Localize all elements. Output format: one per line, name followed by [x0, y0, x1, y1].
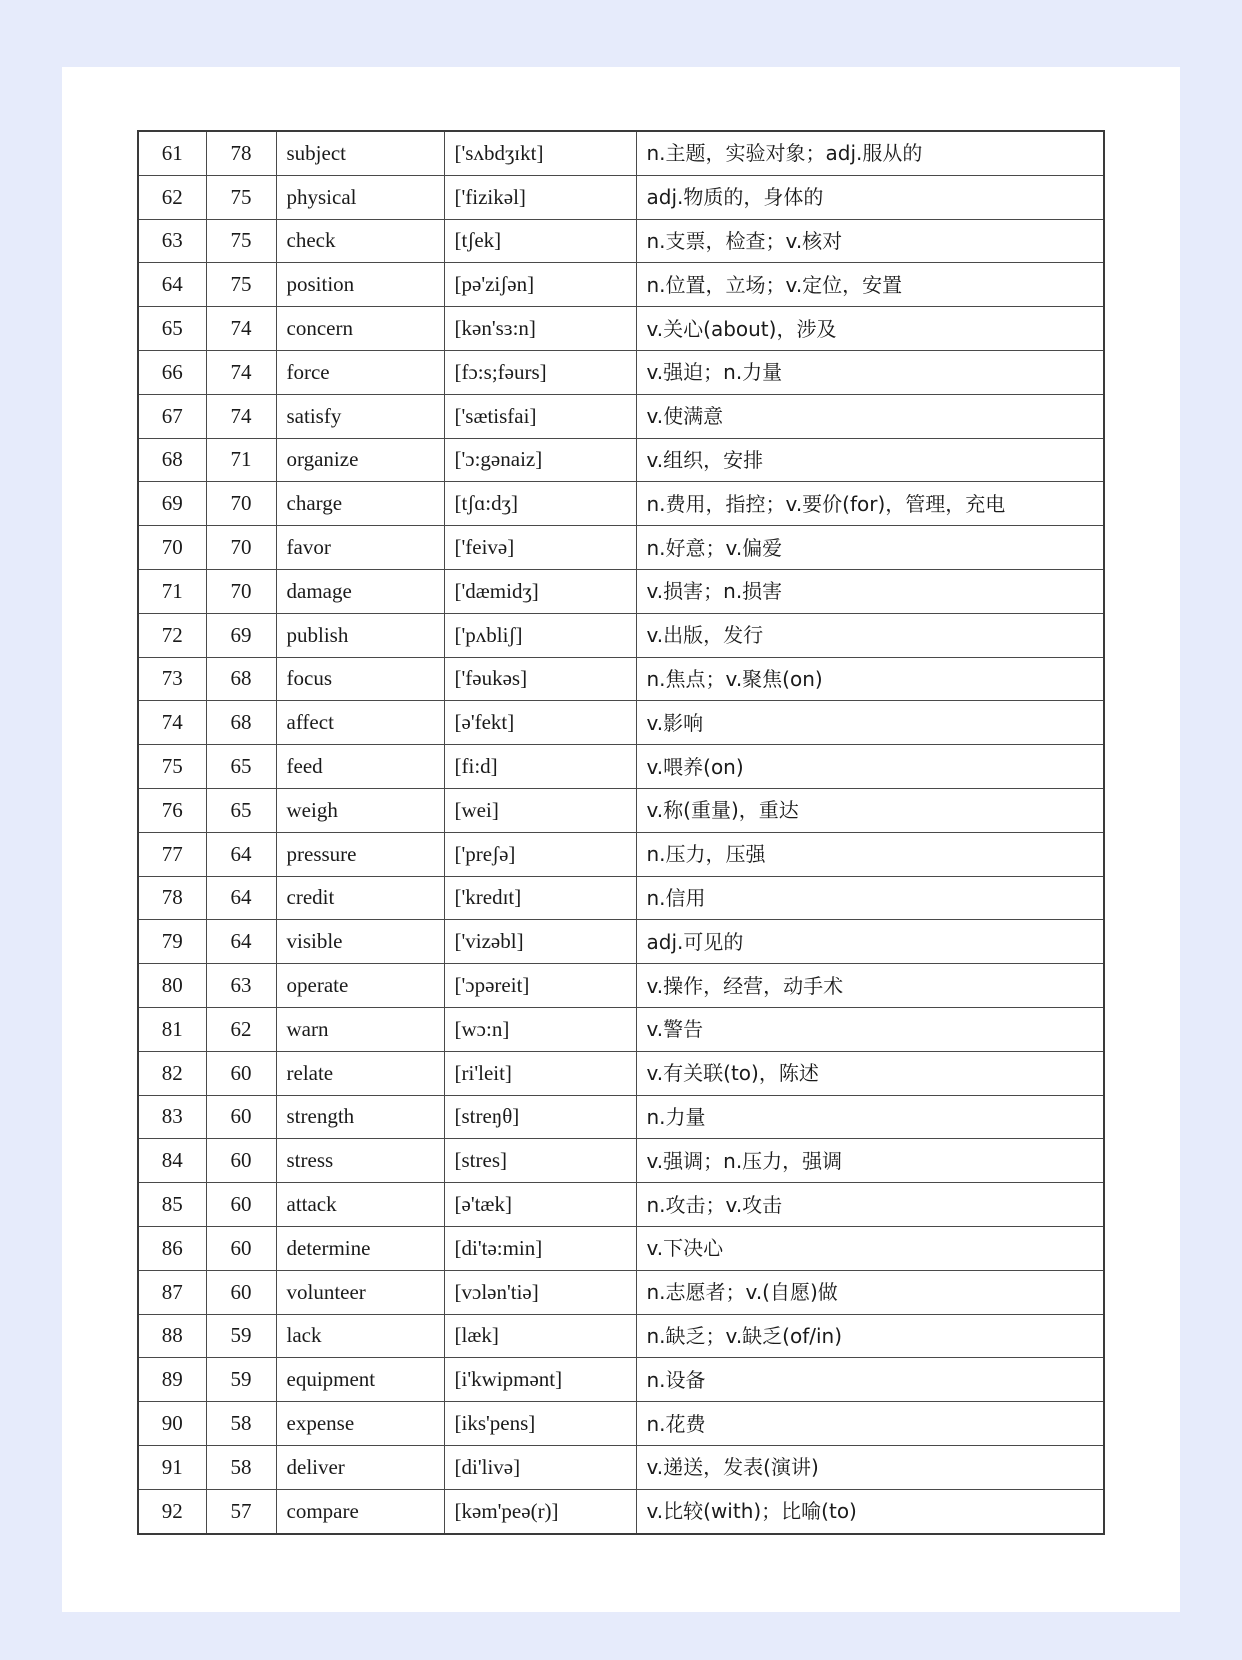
table-row [138, 1445, 1104, 1489]
phonetic-transcription: ['feivə] [444, 526, 636, 570]
phonetic-transcription: [vɔlən'tiə] [444, 1270, 636, 1314]
phonetic-transcription: [pə'ziʃən] [444, 263, 636, 307]
table-row [138, 1139, 1104, 1183]
frequency-count: 59 [206, 1314, 276, 1358]
row-number: 77 [138, 832, 206, 876]
english-word: determine [276, 1226, 444, 1270]
chinese-meaning: v.影响 [636, 701, 1104, 745]
row-number: 69 [138, 482, 206, 526]
row-number: 76 [138, 788, 206, 832]
phonetic-transcription: [læk] [444, 1314, 636, 1358]
frequency-count: 70 [206, 569, 276, 613]
phonetic-transcription: ['sʌbdʒɪkt] [444, 131, 636, 175]
phonetic-transcription: [i'kwipmənt] [444, 1358, 636, 1402]
english-word: concern [276, 307, 444, 351]
frequency-count: 60 [206, 1183, 276, 1227]
frequency-count: 64 [206, 920, 276, 964]
chinese-meaning: n.信用 [636, 876, 1104, 920]
chinese-meaning: v.关心(about)，涉及 [636, 307, 1104, 351]
row-number: 91 [138, 1445, 206, 1489]
phonetic-transcription: [wei] [444, 788, 636, 832]
frequency-count: 70 [206, 526, 276, 570]
row-number: 67 [138, 394, 206, 438]
row-number: 65 [138, 307, 206, 351]
table-row [138, 569, 1104, 613]
phonetic-transcription: [iks'pens] [444, 1402, 636, 1446]
phonetic-transcription: ['sætisfai] [444, 394, 636, 438]
chinese-meaning: n.位置，立场；v.定位，安置 [636, 263, 1104, 307]
frequency-count: 75 [206, 219, 276, 263]
phonetic-transcription: ['ɔpəreit] [444, 964, 636, 1008]
frequency-count: 75 [206, 263, 276, 307]
frequency-count: 75 [206, 175, 276, 219]
chinese-meaning: v.称(重量)，重达 [636, 788, 1104, 832]
row-number: 83 [138, 1095, 206, 1139]
table-row [138, 745, 1104, 789]
frequency-count: 71 [206, 438, 276, 482]
table-row [138, 131, 1104, 175]
row-number: 87 [138, 1270, 206, 1314]
chinese-meaning: v.使满意 [636, 394, 1104, 438]
english-word: publish [276, 613, 444, 657]
phonetic-transcription: ['fəukəs] [444, 657, 636, 701]
frequency-count: 59 [206, 1358, 276, 1402]
english-word: compare [276, 1489, 444, 1533]
table-row [138, 1183, 1104, 1227]
chinese-meaning: n.力量 [636, 1095, 1104, 1139]
chinese-meaning: adj.可见的 [636, 920, 1104, 964]
english-word: charge [276, 482, 444, 526]
phonetic-transcription: [kən'sɜ:n] [444, 307, 636, 351]
english-word: lack [276, 1314, 444, 1358]
row-number: 86 [138, 1226, 206, 1270]
table-row [138, 1270, 1104, 1314]
frequency-count: 57 [206, 1489, 276, 1533]
english-word: operate [276, 964, 444, 1008]
frequency-count: 74 [206, 394, 276, 438]
table-row [138, 788, 1104, 832]
row-number: 89 [138, 1358, 206, 1402]
chinese-meaning: n.主题，实验对象；adj.服从的 [636, 131, 1104, 175]
english-word: damage [276, 569, 444, 613]
chinese-meaning: v.强迫；n.力量 [636, 350, 1104, 394]
english-word: strength [276, 1095, 444, 1139]
english-word: favor [276, 526, 444, 570]
row-number: 81 [138, 1007, 206, 1051]
chinese-meaning: v.喂养(on) [636, 745, 1104, 789]
vocabulary-table [137, 130, 1105, 1535]
frequency-count: 60 [206, 1051, 276, 1095]
frequency-count: 69 [206, 613, 276, 657]
frequency-count: 60 [206, 1270, 276, 1314]
table-row [138, 438, 1104, 482]
table-row [138, 394, 1104, 438]
phonetic-transcription: [ə'fekt] [444, 701, 636, 745]
phonetic-transcription: ['fizikəl] [444, 175, 636, 219]
row-number: 66 [138, 350, 206, 394]
phonetic-transcription: [tʃek] [444, 219, 636, 263]
table-row [138, 832, 1104, 876]
chinese-meaning: v.组织，安排 [636, 438, 1104, 482]
english-word: feed [276, 745, 444, 789]
phonetic-transcription: [di'tə:min] [444, 1226, 636, 1270]
table-row [138, 263, 1104, 307]
row-number: 75 [138, 745, 206, 789]
frequency-count: 60 [206, 1095, 276, 1139]
english-word: attack [276, 1183, 444, 1227]
chinese-meaning: n.好意；v.偏爱 [636, 526, 1104, 570]
chinese-meaning: n.攻击；v.攻击 [636, 1183, 1104, 1227]
row-number: 61 [138, 131, 206, 175]
table-row [138, 876, 1104, 920]
english-word: volunteer [276, 1270, 444, 1314]
row-number: 85 [138, 1183, 206, 1227]
row-number: 71 [138, 569, 206, 613]
phonetic-transcription: [fɔ:s;fəurs] [444, 350, 636, 394]
english-word: satisfy [276, 394, 444, 438]
frequency-count: 78 [206, 131, 276, 175]
chinese-meaning: n.花费 [636, 1402, 1104, 1446]
row-number: 84 [138, 1139, 206, 1183]
row-number: 90 [138, 1402, 206, 1446]
phonetic-transcription: [ri'leit] [444, 1051, 636, 1095]
english-word: stress [276, 1139, 444, 1183]
english-word: focus [276, 657, 444, 701]
vocabulary-table-body [138, 131, 1104, 1534]
table-row [138, 1358, 1104, 1402]
frequency-count: 68 [206, 657, 276, 701]
table-row [138, 701, 1104, 745]
chinese-meaning: v.比较(with)；比喻(to) [636, 1489, 1104, 1533]
chinese-meaning: v.操作，经营，动手术 [636, 964, 1104, 1008]
row-number: 80 [138, 964, 206, 1008]
table-row [138, 613, 1104, 657]
row-number: 72 [138, 613, 206, 657]
english-word: pressure [276, 832, 444, 876]
phonetic-transcription: ['vizəbl] [444, 920, 636, 964]
english-word: check [276, 219, 444, 263]
row-number: 73 [138, 657, 206, 701]
frequency-count: 63 [206, 964, 276, 1008]
table-row [138, 307, 1104, 351]
english-word: expense [276, 1402, 444, 1446]
chinese-meaning: v.警告 [636, 1007, 1104, 1051]
table-row [138, 350, 1104, 394]
english-word: warn [276, 1007, 444, 1051]
phonetic-transcription: ['preʃə] [444, 832, 636, 876]
table-row [138, 964, 1104, 1008]
row-number: 88 [138, 1314, 206, 1358]
phonetic-transcription: [fi:d] [444, 745, 636, 789]
row-number: 79 [138, 920, 206, 964]
table-row [138, 1007, 1104, 1051]
english-word: position [276, 263, 444, 307]
phonetic-transcription: [kəm'peə(r)] [444, 1489, 636, 1533]
english-word: weigh [276, 788, 444, 832]
chinese-meaning: n.设备 [636, 1358, 1104, 1402]
row-number: 82 [138, 1051, 206, 1095]
phonetic-transcription: [ə'tæk] [444, 1183, 636, 1227]
frequency-count: 58 [206, 1445, 276, 1489]
phonetic-transcription: ['ɔ:gənaiz] [444, 438, 636, 482]
frequency-count: 58 [206, 1402, 276, 1446]
chinese-meaning: n.志愿者；v.(自愿)做 [636, 1270, 1104, 1314]
phonetic-transcription: ['pʌbliʃ] [444, 613, 636, 657]
frequency-count: 60 [206, 1226, 276, 1270]
english-word: subject [276, 131, 444, 175]
row-number: 64 [138, 263, 206, 307]
frequency-count: 70 [206, 482, 276, 526]
chinese-meaning: v.强调；n.压力，强调 [636, 1139, 1104, 1183]
table-row [138, 1489, 1104, 1533]
frequency-count: 60 [206, 1139, 276, 1183]
table-row [138, 1095, 1104, 1139]
chinese-meaning: n.缺乏；v.缺乏(of/in) [636, 1314, 1104, 1358]
table-row [138, 657, 1104, 701]
chinese-meaning: n.焦点；v.聚焦(on) [636, 657, 1104, 701]
phonetic-transcription: [di'livə] [444, 1445, 636, 1489]
phonetic-transcription: [wɔ:n] [444, 1007, 636, 1051]
row-number: 92 [138, 1489, 206, 1533]
english-word: visible [276, 920, 444, 964]
table-row [138, 1051, 1104, 1095]
row-number: 63 [138, 219, 206, 263]
table-row [138, 526, 1104, 570]
phonetic-transcription: [tʃɑ:dʒ] [444, 482, 636, 526]
row-number: 74 [138, 701, 206, 745]
english-word: organize [276, 438, 444, 482]
phonetic-transcription: [stres] [444, 1139, 636, 1183]
chinese-meaning: v.有关联(to)，陈述 [636, 1051, 1104, 1095]
english-word: relate [276, 1051, 444, 1095]
english-word: physical [276, 175, 444, 219]
frequency-count: 65 [206, 745, 276, 789]
frequency-count: 64 [206, 832, 276, 876]
phonetic-transcription: [streŋθ] [444, 1095, 636, 1139]
english-word: affect [276, 701, 444, 745]
frequency-count: 65 [206, 788, 276, 832]
english-word: force [276, 350, 444, 394]
row-number: 70 [138, 526, 206, 570]
chinese-meaning: v.出版，发行 [636, 613, 1104, 657]
table-row [138, 1402, 1104, 1446]
phonetic-transcription: ['dæmidʒ] [444, 569, 636, 613]
english-word: deliver [276, 1445, 444, 1489]
table-row [138, 1314, 1104, 1358]
chinese-meaning: v.下决心 [636, 1226, 1104, 1270]
table-row [138, 1226, 1104, 1270]
chinese-meaning: v.损害；n.损害 [636, 569, 1104, 613]
frequency-count: 64 [206, 876, 276, 920]
english-word: equipment [276, 1358, 444, 1402]
chinese-meaning: n.压力，压强 [636, 832, 1104, 876]
table-row [138, 482, 1104, 526]
row-number: 62 [138, 175, 206, 219]
document-page [62, 67, 1180, 1612]
table-row [138, 175, 1104, 219]
chinese-meaning: n.支票，检查；v.核对 [636, 219, 1104, 263]
english-word: credit [276, 876, 444, 920]
row-number: 68 [138, 438, 206, 482]
phonetic-transcription: ['kredɪt] [444, 876, 636, 920]
row-number: 78 [138, 876, 206, 920]
table-row [138, 920, 1104, 964]
frequency-count: 68 [206, 701, 276, 745]
chinese-meaning: adj.物质的，身体的 [636, 175, 1104, 219]
frequency-count: 62 [206, 1007, 276, 1051]
table-row [138, 219, 1104, 263]
chinese-meaning: v.递送，发表(演讲) [636, 1445, 1104, 1489]
frequency-count: 74 [206, 307, 276, 351]
frequency-count: 74 [206, 350, 276, 394]
chinese-meaning: n.费用，指控；v.要价(for)，管理，充电 [636, 482, 1104, 526]
